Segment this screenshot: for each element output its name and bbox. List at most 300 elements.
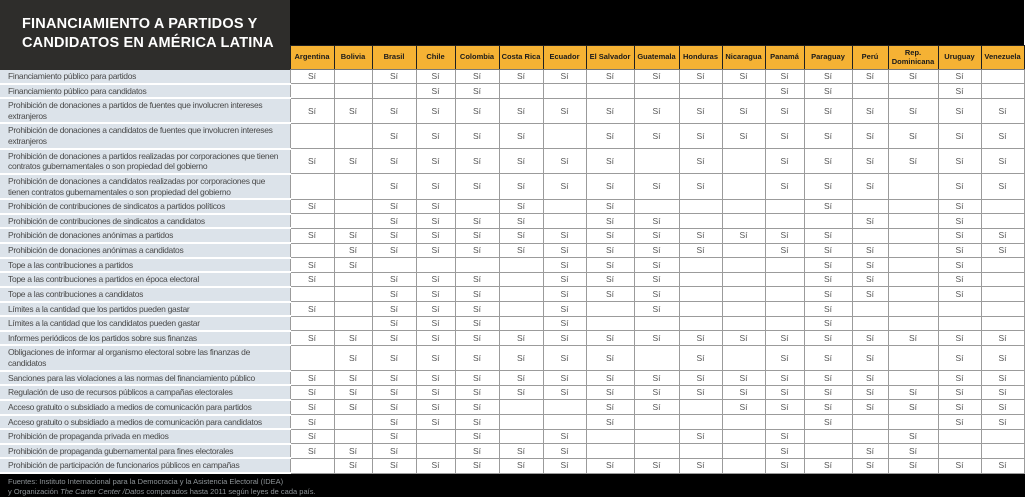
yes-cell: Sí <box>679 243 722 258</box>
row-label: Regulación de uso de recursos públicos a campañas electorales <box>0 385 290 400</box>
row-label: Prohibición de donaciones a partidos de fuentes que involucren intereses extranjeros <box>0 98 290 123</box>
yes-cell: Sí <box>888 149 938 174</box>
empty-cell <box>634 199 679 214</box>
yes-cell: Sí <box>634 385 679 400</box>
empty-cell <box>804 444 852 459</box>
yes-cell: Sí <box>586 228 634 243</box>
yes-cell: Sí <box>765 400 804 415</box>
empty-cell <box>499 258 543 273</box>
empty-cell <box>722 214 765 229</box>
empty-cell <box>543 123 586 148</box>
empty-cell <box>290 214 334 229</box>
yes-cell: Sí <box>416 302 455 317</box>
empty-cell <box>634 345 679 370</box>
empty-cell <box>679 287 722 302</box>
yes-cell: Sí <box>634 458 679 473</box>
yes-cell: Sí <box>455 429 499 444</box>
yes-cell: Sí <box>852 371 888 386</box>
yes-cell: Sí <box>499 123 543 148</box>
row-label: Acceso gratuito o subsidiado a medios de comunicación para candidatos <box>0 415 290 430</box>
yes-cell: Sí <box>852 458 888 473</box>
row-label: Sanciones para las violaciones a las normas del financiamiento público <box>0 371 290 386</box>
yes-cell: Sí <box>938 228 981 243</box>
title-block <box>0 0 290 70</box>
yes-cell: Sí <box>372 98 416 123</box>
empty-cell <box>722 302 765 317</box>
table-row <box>0 400 1024 415</box>
empty-cell <box>852 199 888 214</box>
empty-cell <box>938 429 981 444</box>
empty-cell <box>938 302 981 317</box>
yes-cell: Sí <box>804 243 852 258</box>
table-row <box>0 258 1024 273</box>
yes-cell: Sí <box>499 149 543 174</box>
country-header: Ecuador <box>543 46 586 70</box>
country-header: Chile <box>416 46 455 70</box>
source-line-2-italic: The Carter Center /Datos <box>60 487 145 497</box>
empty-cell <box>334 429 372 444</box>
yes-cell: Sí <box>499 385 543 400</box>
yes-cell: Sí <box>416 70 455 84</box>
empty-cell <box>372 258 416 273</box>
yes-cell: Sí <box>290 331 334 346</box>
yes-cell: Sí <box>852 444 888 459</box>
country-header: Rep. Dominicana <box>888 46 938 70</box>
yes-cell: Sí <box>455 174 499 199</box>
yes-cell: Sí <box>543 371 586 386</box>
yes-cell: Sí <box>981 345 1024 370</box>
yes-cell: Sí <box>586 458 634 473</box>
yes-cell: Sí <box>634 287 679 302</box>
empty-cell <box>765 199 804 214</box>
yes-cell: Sí <box>804 302 852 317</box>
yes-cell: Sí <box>586 214 634 229</box>
source-footer <box>0 474 1024 497</box>
table-body <box>0 70 1024 474</box>
empty-cell <box>888 84 938 99</box>
yes-cell: Sí <box>334 331 372 346</box>
yes-cell: Sí <box>634 302 679 317</box>
yes-cell: Sí <box>543 444 586 459</box>
empty-cell <box>679 316 722 331</box>
yes-cell: Sí <box>543 316 586 331</box>
empty-cell <box>290 123 334 148</box>
empty-cell <box>416 258 455 273</box>
table-row <box>0 415 1024 430</box>
yes-cell: Sí <box>981 123 1024 148</box>
empty-cell <box>722 415 765 430</box>
yes-cell: Sí <box>334 243 372 258</box>
empty-cell <box>888 214 938 229</box>
yes-cell: Sí <box>499 458 543 473</box>
yes-cell: Sí <box>455 385 499 400</box>
empty-cell <box>765 415 804 430</box>
yes-cell: Sí <box>372 174 416 199</box>
yes-cell: Sí <box>543 331 586 346</box>
empty-cell <box>499 415 543 430</box>
yes-cell: Sí <box>679 98 722 123</box>
yes-cell: Sí <box>372 458 416 473</box>
row-label: Límites a la cantidad que los partidos pueden gastar <box>0 302 290 317</box>
empty-cell <box>290 316 334 331</box>
yes-cell: Sí <box>543 287 586 302</box>
empty-cell <box>852 302 888 317</box>
yes-cell: Sí <box>852 385 888 400</box>
yes-cell: Sí <box>416 98 455 123</box>
country-header: Colombia <box>455 46 499 70</box>
yes-cell: Sí <box>634 331 679 346</box>
yes-cell: Sí <box>981 400 1024 415</box>
empty-cell <box>586 302 634 317</box>
yes-cell: Sí <box>888 429 938 444</box>
row-label: Prohibición de donaciones anónimas a candidatos <box>0 243 290 258</box>
yes-cell: Sí <box>679 385 722 400</box>
yes-cell: Sí <box>416 199 455 214</box>
yes-cell: Sí <box>543 345 586 370</box>
yes-cell: Sí <box>804 458 852 473</box>
source-line-1: Fuentes: Instituto Internacional para la Democracia y la Asistencia Electoral (IDEA) <box>8 477 284 486</box>
country-header: Venezuela <box>981 46 1024 70</box>
yes-cell: Sí <box>372 199 416 214</box>
empty-cell <box>634 316 679 331</box>
yes-cell: Sí <box>290 199 334 214</box>
row-label: Tope a las contribuciones a partidos <box>0 258 290 273</box>
yes-cell: Sí <box>634 371 679 386</box>
yes-cell: Sí <box>804 149 852 174</box>
yes-cell: Sí <box>981 174 1024 199</box>
yes-cell: Sí <box>290 415 334 430</box>
table-row <box>0 345 1024 370</box>
yes-cell: Sí <box>804 199 852 214</box>
empty-cell <box>938 316 981 331</box>
yes-cell: Sí <box>852 149 888 174</box>
yes-cell: Sí <box>938 84 981 99</box>
empty-cell <box>679 302 722 317</box>
row-label: Financiamiento público para candidatos <box>0 84 290 99</box>
yes-cell: Sí <box>372 243 416 258</box>
table-header <box>0 0 1024 70</box>
empty-cell <box>722 272 765 287</box>
empty-cell <box>543 214 586 229</box>
yes-cell: Sí <box>981 228 1024 243</box>
row-label: Obligaciones de informar al organismo electoral sobre las finanzas de candidatos <box>0 345 290 370</box>
yes-cell: Sí <box>334 149 372 174</box>
yes-cell: Sí <box>804 400 852 415</box>
yes-cell: Sí <box>679 331 722 346</box>
yes-cell: Sí <box>888 385 938 400</box>
yes-cell: Sí <box>499 243 543 258</box>
empty-cell <box>981 272 1024 287</box>
country-header: Panamá <box>765 46 804 70</box>
row-label: Tope a las contribuciones a candidatos <box>0 287 290 302</box>
yes-cell: Sí <box>852 258 888 273</box>
yes-cell: Sí <box>586 345 634 370</box>
yes-cell: Sí <box>290 371 334 386</box>
row-label: Prohibición de participación de funcionarios públicos en campañas <box>0 458 290 473</box>
yes-cell: Sí <box>455 123 499 148</box>
table-row <box>0 302 1024 317</box>
yes-cell: Sí <box>765 149 804 174</box>
yes-cell: Sí <box>372 371 416 386</box>
yes-cell: Sí <box>543 98 586 123</box>
yes-cell: Sí <box>586 287 634 302</box>
yes-cell: Sí <box>499 228 543 243</box>
empty-cell <box>765 272 804 287</box>
yes-cell: Sí <box>938 123 981 148</box>
yes-cell: Sí <box>981 415 1024 430</box>
yes-cell: Sí <box>455 458 499 473</box>
yes-cell: Sí <box>852 70 888 84</box>
yes-cell: Sí <box>679 429 722 444</box>
empty-cell <box>888 228 938 243</box>
empty-cell <box>981 84 1024 99</box>
yes-cell: Sí <box>804 385 852 400</box>
yes-cell: Sí <box>765 385 804 400</box>
yes-cell: Sí <box>938 272 981 287</box>
yes-cell: Sí <box>888 400 938 415</box>
yes-cell: Sí <box>290 400 334 415</box>
yes-cell: Sí <box>938 70 981 84</box>
empty-cell <box>543 84 586 99</box>
empty-cell <box>765 258 804 273</box>
yes-cell: Sí <box>416 415 455 430</box>
empty-cell <box>586 429 634 444</box>
empty-cell <box>543 199 586 214</box>
yes-cell: Sí <box>499 371 543 386</box>
empty-cell <box>888 302 938 317</box>
yes-cell: Sí <box>765 98 804 123</box>
yes-cell: Sí <box>679 123 722 148</box>
yes-cell: Sí <box>888 331 938 346</box>
country-header: Honduras <box>679 46 722 70</box>
yes-cell: Sí <box>334 258 372 273</box>
empty-cell <box>334 174 372 199</box>
country-header: Argentina <box>290 46 334 70</box>
yes-cell: Sí <box>586 258 634 273</box>
yes-cell: Sí <box>455 98 499 123</box>
table-row <box>0 84 1024 99</box>
row-label: Límites a la cantidad que los candidatos pueden gastar <box>0 316 290 331</box>
empty-cell <box>722 149 765 174</box>
table-row <box>0 429 1024 444</box>
yes-cell: Sí <box>455 70 499 84</box>
empty-cell <box>334 199 372 214</box>
country-header: Brasil <box>372 46 416 70</box>
empty-cell <box>334 316 372 331</box>
yes-cell: Sí <box>416 371 455 386</box>
yes-cell: Sí <box>888 123 938 148</box>
empty-cell <box>586 84 634 99</box>
empty-cell <box>852 84 888 99</box>
yes-cell: Sí <box>455 371 499 386</box>
yes-cell: Sí <box>586 331 634 346</box>
yes-cell: Sí <box>372 429 416 444</box>
yes-cell: Sí <box>455 287 499 302</box>
empty-cell <box>372 84 416 99</box>
row-label: Financiamiento público para partidos <box>0 70 290 84</box>
source-line-2 <box>8 487 1024 497</box>
yes-cell: Sí <box>290 429 334 444</box>
yes-cell: Sí <box>499 214 543 229</box>
yes-cell: Sí <box>938 415 981 430</box>
table-row <box>0 371 1024 386</box>
row-label: Prohibición de contribuciones de sindicatos a partidos políticos <box>0 199 290 214</box>
empty-cell <box>679 199 722 214</box>
row-label: Prohibición de donaciones a candidatos realizadas por corporaciones que tienen contratos gubernamentales o son propiedad del gobierno <box>0 174 290 199</box>
yes-cell: Sí <box>634 228 679 243</box>
table-row <box>0 287 1024 302</box>
yes-cell: Sí <box>938 345 981 370</box>
empty-cell <box>852 415 888 430</box>
empty-cell <box>416 429 455 444</box>
table-row <box>0 174 1024 199</box>
yes-cell: Sí <box>455 444 499 459</box>
table-row <box>0 458 1024 473</box>
yes-cell: Sí <box>586 371 634 386</box>
empty-cell <box>679 415 722 430</box>
yes-cell: Sí <box>334 98 372 123</box>
row-label: Informes periódicos de los partidos sobre sus finanzas <box>0 331 290 346</box>
yes-cell: Sí <box>543 258 586 273</box>
country-header: Perú <box>852 46 888 70</box>
yes-cell: Sí <box>765 70 804 84</box>
empty-cell <box>852 429 888 444</box>
yes-cell: Sí <box>804 174 852 199</box>
empty-cell <box>679 214 722 229</box>
empty-cell <box>722 444 765 459</box>
empty-cell <box>804 214 852 229</box>
yes-cell: Sí <box>499 174 543 199</box>
yes-cell: Sí <box>938 458 981 473</box>
empty-cell <box>888 345 938 370</box>
empty-cell <box>722 84 765 99</box>
yes-cell: Sí <box>888 70 938 84</box>
table-row <box>0 385 1024 400</box>
yes-cell: Sí <box>416 400 455 415</box>
empty-cell <box>455 199 499 214</box>
yes-cell: Sí <box>722 70 765 84</box>
empty-cell <box>290 458 334 473</box>
yes-cell: Sí <box>765 228 804 243</box>
yes-cell: Sí <box>455 316 499 331</box>
empty-cell <box>586 444 634 459</box>
yes-cell: Sí <box>634 174 679 199</box>
yes-cell: Sí <box>804 345 852 370</box>
yes-cell: Sí <box>372 302 416 317</box>
yes-cell: Sí <box>722 228 765 243</box>
country-header: El Salvador <box>586 46 634 70</box>
yes-cell: Sí <box>372 214 416 229</box>
yes-cell: Sí <box>938 214 981 229</box>
empty-cell <box>981 258 1024 273</box>
yes-cell: Sí <box>416 287 455 302</box>
empty-cell <box>499 429 543 444</box>
yes-cell: Sí <box>372 331 416 346</box>
row-label: Prohibición de donaciones anónimas a partidos <box>0 228 290 243</box>
table-row <box>0 214 1024 229</box>
yes-cell: Sí <box>543 243 586 258</box>
empty-cell <box>765 287 804 302</box>
yes-cell: Sí <box>765 444 804 459</box>
empty-cell <box>765 214 804 229</box>
yes-cell: Sí <box>372 345 416 370</box>
empty-cell <box>722 429 765 444</box>
yes-cell: Sí <box>634 258 679 273</box>
yes-cell: Sí <box>334 371 372 386</box>
yes-cell: Sí <box>586 70 634 84</box>
yes-cell: Sí <box>290 149 334 174</box>
yes-cell: Sí <box>334 228 372 243</box>
yes-cell: Sí <box>334 458 372 473</box>
yes-cell: Sí <box>499 199 543 214</box>
country-header: Costa Rica <box>499 46 543 70</box>
empty-cell <box>981 199 1024 214</box>
yes-cell: Sí <box>290 258 334 273</box>
yes-cell: Sí <box>981 371 1024 386</box>
yes-cell: Sí <box>852 400 888 415</box>
empty-cell <box>765 302 804 317</box>
empty-cell <box>981 302 1024 317</box>
yes-cell: Sí <box>543 174 586 199</box>
yes-cell: Sí <box>455 302 499 317</box>
empty-cell <box>634 415 679 430</box>
yes-cell: Sí <box>722 123 765 148</box>
empty-cell <box>722 199 765 214</box>
yes-cell: Sí <box>543 302 586 317</box>
yes-cell: Sí <box>981 458 1024 473</box>
yes-cell: Sí <box>543 385 586 400</box>
yes-cell: Sí <box>543 272 586 287</box>
source-line-2-prefix: y Organización <box>8 487 61 497</box>
country-header: Nicaragua <box>722 46 765 70</box>
yes-cell: Sí <box>372 287 416 302</box>
yes-cell: Sí <box>765 458 804 473</box>
empty-cell <box>634 444 679 459</box>
yes-cell: Sí <box>981 98 1024 123</box>
yes-cell: Sí <box>765 174 804 199</box>
yes-cell: Sí <box>765 429 804 444</box>
row-label: Acceso gratuito o subsidiado a medios de comunicación para partidos <box>0 400 290 415</box>
yes-cell: Sí <box>804 258 852 273</box>
yes-cell: Sí <box>499 70 543 84</box>
yes-cell: Sí <box>334 345 372 370</box>
empty-cell <box>416 444 455 459</box>
empty-cell <box>334 70 372 84</box>
yes-cell: Sí <box>416 385 455 400</box>
yes-cell: Sí <box>334 400 372 415</box>
yes-cell: Sí <box>455 243 499 258</box>
yes-cell: Sí <box>852 345 888 370</box>
yes-cell: Sí <box>586 243 634 258</box>
yes-cell: Sí <box>938 385 981 400</box>
empty-cell <box>722 345 765 370</box>
yes-cell: Sí <box>765 243 804 258</box>
empty-cell <box>455 258 499 273</box>
yes-cell: Sí <box>981 331 1024 346</box>
yes-cell: Sí <box>852 174 888 199</box>
empty-cell <box>981 316 1024 331</box>
table-row <box>0 228 1024 243</box>
yes-cell: Sí <box>679 345 722 370</box>
empty-cell <box>888 415 938 430</box>
yes-cell: Sí <box>938 331 981 346</box>
empty-cell <box>499 302 543 317</box>
yes-cell: Sí <box>679 70 722 84</box>
yes-cell: Sí <box>455 400 499 415</box>
yes-cell: Sí <box>290 302 334 317</box>
yes-cell: Sí <box>372 149 416 174</box>
empty-cell <box>679 258 722 273</box>
